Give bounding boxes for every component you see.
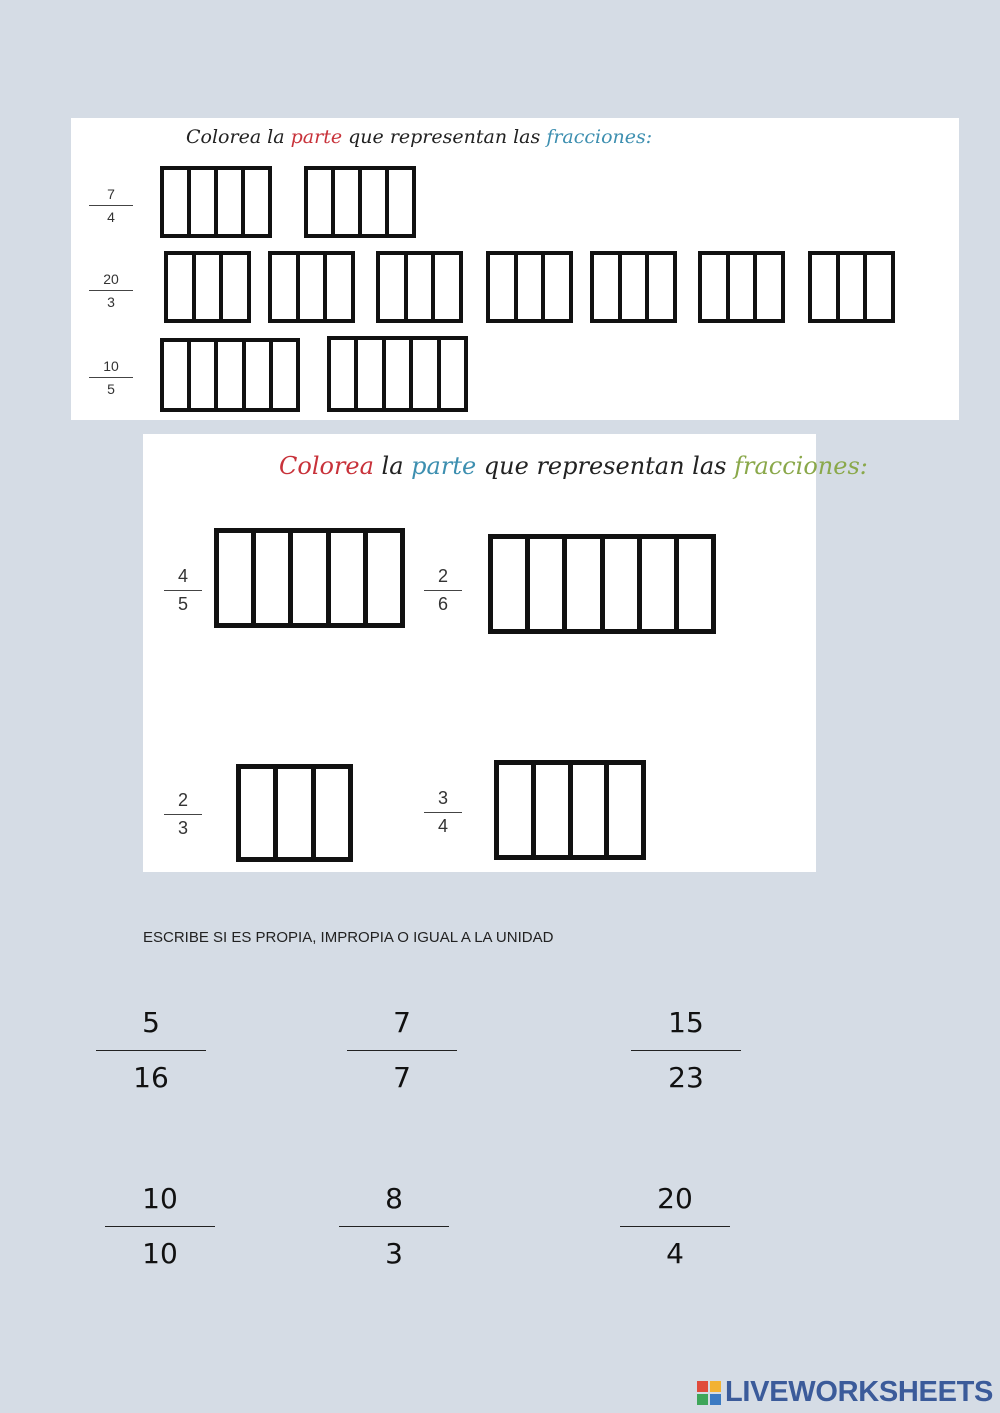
title-text: que representan las	[342, 126, 547, 148]
bar-cell[interactable]	[531, 765, 568, 855]
bar-cell[interactable]	[604, 765, 641, 855]
fraction-label-row-2	[89, 271, 133, 310]
title-text: Colorea la	[186, 126, 291, 148]
bar-cell[interactable]	[726, 255, 754, 319]
instruction-text: ESCRIBE SI ES PROPIA, IMPROPIA O IGUAL A LA UNIDAD	[143, 929, 554, 946]
fraction-panel-2	[143, 434, 868, 872]
denominator: 16	[133, 1061, 169, 1094]
bar-cell[interactable]	[187, 342, 214, 408]
fraction-label-2-3	[164, 790, 202, 839]
title-word-parte: parte	[290, 126, 343, 148]
shape-bar-20-3-a[interactable]	[164, 251, 251, 323]
logo-mark-icon	[697, 1381, 721, 1405]
denominator: 10	[142, 1237, 178, 1270]
bar-cell[interactable]	[525, 539, 562, 629]
shape-bar-2-3[interactable]	[236, 764, 353, 862]
fraction-label-4-5	[164, 566, 202, 615]
bar-cell[interactable]	[331, 170, 358, 234]
bar-cell[interactable]	[308, 170, 331, 234]
fraction-line	[164, 590, 202, 591]
numerator: 10	[103, 358, 119, 374]
numerator: 2	[177, 790, 188, 810]
fraction-label-3-4	[424, 788, 462, 837]
shape-bar-20-3-e[interactable]	[590, 251, 677, 323]
bar-cell[interactable]	[568, 765, 605, 855]
bar-cell[interactable]	[493, 539, 525, 629]
shape-bar-2-6[interactable]	[488, 534, 716, 634]
bar-cell[interactable]	[241, 170, 268, 234]
bar-cell[interactable]	[219, 255, 247, 319]
title-text: la	[373, 452, 412, 480]
bar-cell[interactable]	[514, 255, 542, 319]
bar-cell[interactable]	[251, 533, 288, 623]
numerator: 8	[385, 1182, 403, 1215]
shape-bar-20-3-b[interactable]	[268, 251, 355, 323]
fraction-line	[96, 1050, 206, 1051]
bar-cell[interactable]	[288, 533, 325, 623]
bar-cell[interactable]	[296, 255, 324, 319]
exercise-fraction-2	[347, 1006, 457, 1095]
shape-bar-7-4-b[interactable]	[304, 166, 416, 238]
numerator: 20	[657, 1182, 693, 1215]
bar-cell[interactable]	[382, 340, 409, 408]
bar-cell[interactable]	[192, 255, 220, 319]
bar-cell[interactable]	[674, 539, 711, 629]
denominator: 3	[177, 818, 188, 838]
bar-cell[interactable]	[219, 533, 251, 623]
bar-cell[interactable]	[331, 340, 354, 408]
bar-cell[interactable]	[164, 170, 187, 234]
bar-cell[interactable]	[354, 340, 381, 408]
bar-cell[interactable]	[594, 255, 618, 319]
exercise-fraction-5	[339, 1182, 449, 1271]
fraction-label-2-6	[424, 566, 462, 615]
exercise-fraction-4	[105, 1182, 215, 1271]
bar-cell[interactable]	[323, 255, 351, 319]
bar-cell[interactable]	[385, 170, 412, 234]
numerator: 4	[177, 566, 188, 586]
denominator: 4	[107, 209, 115, 225]
bar-cell[interactable]	[214, 170, 241, 234]
bar-cell[interactable]	[404, 255, 432, 319]
fraction-line	[164, 814, 202, 815]
fraction-line	[339, 1226, 449, 1227]
bar-cell[interactable]	[863, 255, 891, 319]
denominator: 3	[385, 1237, 403, 1270]
bar-cell[interactable]	[702, 255, 726, 319]
bar-cell[interactable]	[311, 769, 348, 857]
numerator: 2	[437, 566, 448, 586]
title-word-colorea: Colorea	[279, 452, 374, 480]
bar-cell[interactable]	[214, 342, 241, 408]
liveworksheets-logo	[697, 1376, 993, 1409]
bar-cell[interactable]	[168, 255, 192, 319]
numerator: 5	[142, 1006, 160, 1039]
exercise-fraction-1	[96, 1006, 206, 1095]
bar-cell[interactable]	[541, 255, 569, 319]
shape-bar-20-3-d[interactable]	[486, 251, 573, 323]
denominator: 5	[107, 381, 115, 397]
numerator: 7	[107, 186, 115, 202]
numerator: 7	[393, 1006, 411, 1039]
bar-cell[interactable]	[326, 533, 363, 623]
bar-cell[interactable]	[562, 539, 599, 629]
numerator: 20	[103, 271, 119, 287]
title-text: que representan las	[476, 452, 735, 480]
title-word-fracciones: fracciones:	[734, 452, 868, 480]
bar-cell[interactable]	[499, 765, 531, 855]
title-word-parte: parte	[411, 452, 477, 480]
shape-bar-10-5-b[interactable]	[327, 336, 468, 412]
bar-cell[interactable]	[242, 342, 269, 408]
bar-cell[interactable]	[836, 255, 864, 319]
fraction-line	[89, 290, 133, 291]
bar-cell[interactable]	[187, 170, 214, 234]
bar-cell[interactable]	[812, 255, 836, 319]
numerator: 15	[668, 1006, 704, 1039]
panel-2-title	[279, 452, 868, 480]
shape-bar-20-3-g[interactable]	[808, 251, 895, 323]
bar-cell[interactable]	[600, 539, 637, 629]
bar-cell[interactable]	[431, 255, 459, 319]
bar-cell[interactable]	[363, 533, 400, 623]
bar-cell[interactable]	[164, 342, 187, 408]
denominator: 4	[666, 1237, 684, 1270]
bar-cell[interactable]	[753, 255, 781, 319]
fraction-panel-1	[71, 118, 959, 420]
exercise-fraction-3	[631, 1006, 741, 1095]
bar-cell[interactable]	[490, 255, 514, 319]
fraction-line	[105, 1226, 215, 1227]
numerator: 3	[437, 788, 448, 808]
bar-cell[interactable]	[380, 255, 404, 319]
denominator: 23	[668, 1061, 704, 1094]
fraction-line	[347, 1050, 457, 1051]
bar-cell[interactable]	[241, 769, 273, 857]
denominator: 4	[437, 816, 448, 836]
bar-cell[interactable]	[358, 170, 385, 234]
exercise-fraction-6	[620, 1182, 730, 1271]
logo-text: LIVEWORKSHEETS	[725, 1376, 994, 1408]
shape-bar-20-3-c[interactable]	[376, 251, 463, 323]
shape-bar-3-4[interactable]	[494, 760, 646, 860]
fraction-line	[424, 590, 462, 591]
bar-cell[interactable]	[437, 340, 464, 408]
bar-cell[interactable]	[269, 342, 296, 408]
fraction-label-row-1	[89, 186, 133, 225]
denominator: 6	[437, 594, 448, 614]
numerator: 10	[142, 1182, 178, 1215]
fraction-line	[89, 205, 133, 206]
denominator: 3	[107, 294, 115, 310]
denominator: 7	[393, 1061, 411, 1094]
bar-cell[interactable]	[645, 255, 673, 319]
fraction-line	[424, 812, 462, 813]
shape-bar-4-5[interactable]	[214, 528, 405, 628]
panel-1-title	[186, 126, 652, 148]
shape-bar-20-3-f[interactable]	[698, 251, 785, 323]
title-word-fracciones: fracciones:	[546, 126, 653, 148]
denominator: 5	[177, 594, 188, 614]
shape-bar-7-4-a[interactable]	[160, 166, 272, 238]
fraction-label-row-3	[89, 358, 133, 397]
bar-cell[interactable]	[409, 340, 436, 408]
bar-cell[interactable]	[273, 769, 310, 857]
fraction-line	[89, 377, 133, 378]
fraction-line	[631, 1050, 741, 1051]
shape-bar-10-5-a[interactable]	[160, 338, 300, 412]
fraction-line	[620, 1226, 730, 1227]
bar-cell[interactable]	[637, 539, 674, 629]
bar-cell[interactable]	[618, 255, 646, 319]
bar-cell[interactable]	[272, 255, 296, 319]
